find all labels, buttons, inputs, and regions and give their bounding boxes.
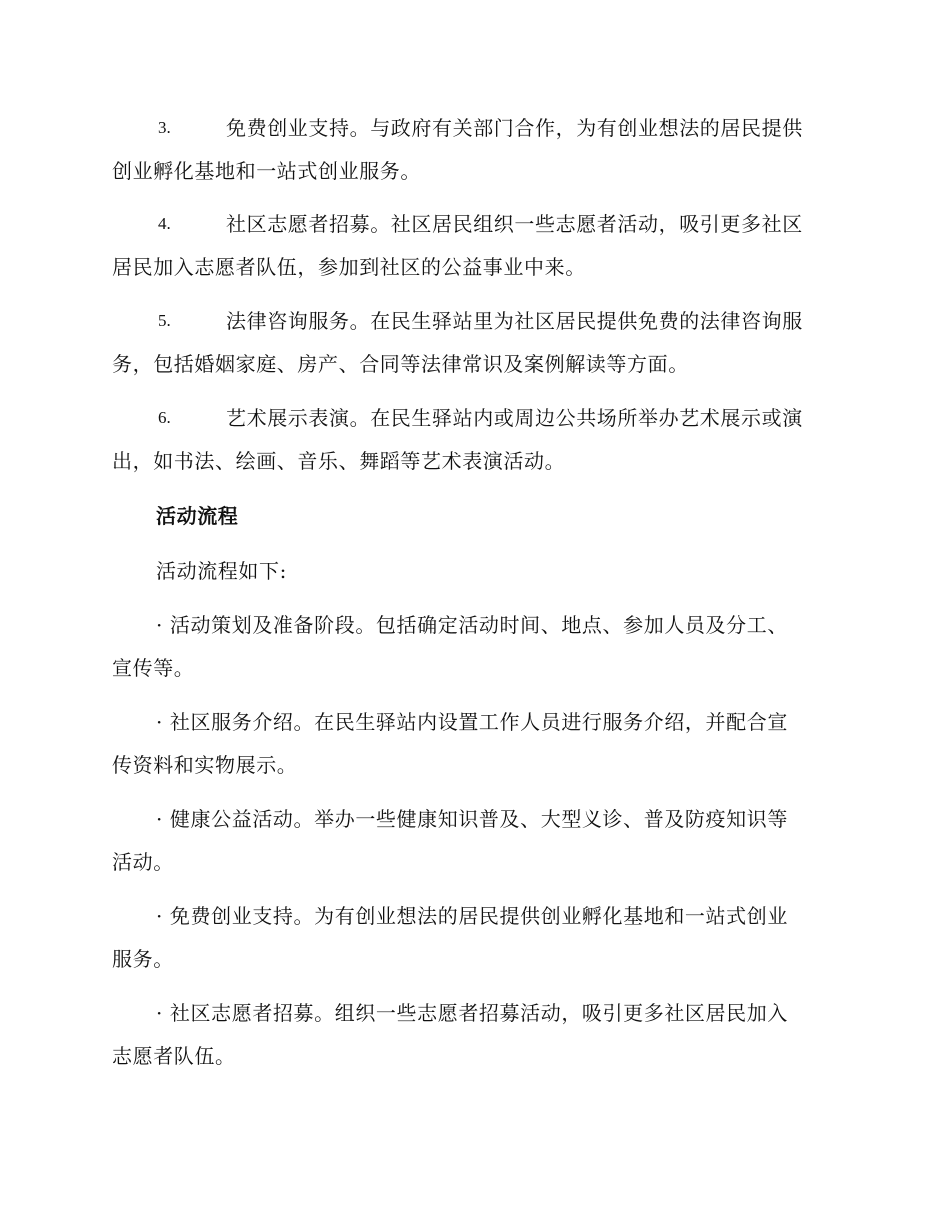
item-text-line: 居民加入志愿者队伍，参加到社区的公益事业中来。 <box>112 255 586 279</box>
item-number: 3. <box>158 118 171 137</box>
bullet-text-line: 传资料和实物展示。 <box>112 753 298 777</box>
item-text-line: 社区志愿者招募。社区居民组织一些志愿者活动，吸引更多社区 <box>226 212 803 236</box>
item-text-line: 出，如书法、绘画、音乐、舞蹈等艺术表演活动。 <box>112 449 566 473</box>
bullet-text-line: · 社区志愿者招募。组织一些志愿者招募活动，吸引更多社区居民加入 <box>156 1001 788 1025</box>
intro-text: 活动流程如下: <box>156 559 287 583</box>
bullet-text-line: 宣传等。 <box>112 656 195 680</box>
item-number: 6. <box>158 408 171 427</box>
item-number: 5. <box>158 311 171 330</box>
item-text-line: 免费创业支持。与政府有关部门合作，为有创业想法的居民提供 <box>226 116 803 140</box>
bullet-text-line: · 免费创业支持。为有创业想法的居民提供创业孵化基地和一站式创业 <box>156 904 788 928</box>
item-text-line: 艺术展示表演。在民生驿站内或周边公共场所举办艺术展示或演 <box>226 406 803 430</box>
item-text-line: 创业孵化基地和一站式创业服务。 <box>112 159 421 183</box>
bullet-text-line: · 活动策划及准备阶段。包括确定活动时间、地点、参加人员及分工、 <box>156 613 788 637</box>
bullet-text-line: 活动。 <box>112 850 174 874</box>
bullet-text-line: 服务。 <box>112 947 174 971</box>
item-text-line: 务，包括婚姻家庭、房产、合同等法律常识及案例解读等方面。 <box>112 352 689 376</box>
bullet-text-line: · 社区服务介绍。在民生驿站内设置工作人员进行服务介绍，并配合宣 <box>156 710 788 734</box>
bullet-text-line: 志愿者队伍。 <box>112 1044 236 1068</box>
section-heading: 活动流程 <box>156 504 239 528</box>
bullet-text-line: · 健康公益活动。举办一些健康知识普及、大型义诊、普及防疫知识等 <box>156 807 788 831</box>
item-text-line: 法律咨询服务。在民生驿站里为社区居民提供免费的法律咨询服 <box>226 309 803 333</box>
item-number: 4. <box>158 214 171 233</box>
